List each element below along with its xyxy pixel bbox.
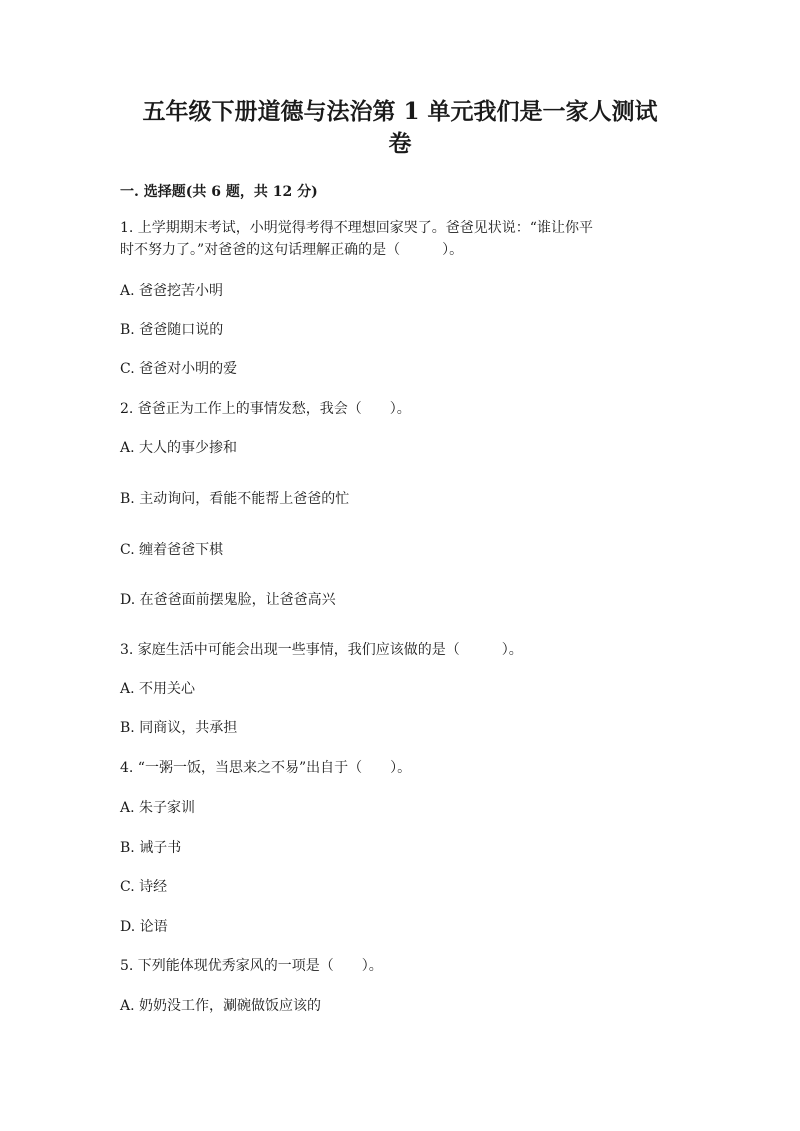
- question-4-option-a: A. 朱子家训: [120, 800, 196, 816]
- question-4-option-c: C. 诗经: [120, 879, 168, 895]
- question-2-option-c: C. 缠着爸爸下棋: [120, 542, 224, 558]
- section-heading: 一. 选择题(共 6 题，共 12 分): [120, 184, 318, 200]
- question-4-stem: 4. “一粥一饭，当思来之不易”出自于（ ）。: [120, 760, 412, 776]
- question-1-option-b: B. 爸爸随口说的: [120, 322, 224, 338]
- question-1-stem-line-2: 时不努力了。”对爸爸的这句话理解正确的是（ ）。: [120, 242, 464, 258]
- page-title-line-2: 卷: [388, 130, 412, 157]
- question-1-option-c: C. 爸爸对小明的爱: [120, 361, 238, 377]
- question-1-option-a: A. 爸爸挖苦小明: [120, 283, 224, 299]
- question-2-option-b: B. 主动询问，看能不能帮上爸爸的忙: [120, 491, 350, 507]
- page-title-line-1: 五年级下册道德与法治第 1 单元我们是一家人测试: [142, 98, 658, 125]
- question-5-option-a: A. 奶奶没工作，涮碗做饭应该的: [120, 998, 322, 1014]
- question-2-option-a: A. 大人的事少掺和: [120, 440, 238, 456]
- question-3-stem: 3. 家庭生活中可能会出现一些事情，我们应该做的是（ ）。: [120, 642, 523, 658]
- question-4-option-b: B. 诫子书: [120, 840, 182, 856]
- question-4-option-d: D. 论语: [120, 919, 168, 935]
- question-5-stem: 5. 下列能体现优秀家风的一项是（ ）。: [120, 958, 383, 974]
- question-3-option-a: A. 不用关心: [120, 681, 196, 697]
- question-2-stem: 2. 爸爸正为工作上的事情发愁，我会（ ）。: [120, 401, 411, 417]
- question-1-stem-line-1: 1. 上学期期末考试，小明觉得考得不理想回家哭了。爸爸见状说：“谁让你平: [120, 220, 593, 236]
- question-2-option-d: D. 在爸爸面前摆鬼脸，让爸爸高兴: [120, 592, 336, 608]
- question-3-option-b: B. 同商议，共承担: [120, 720, 238, 736]
